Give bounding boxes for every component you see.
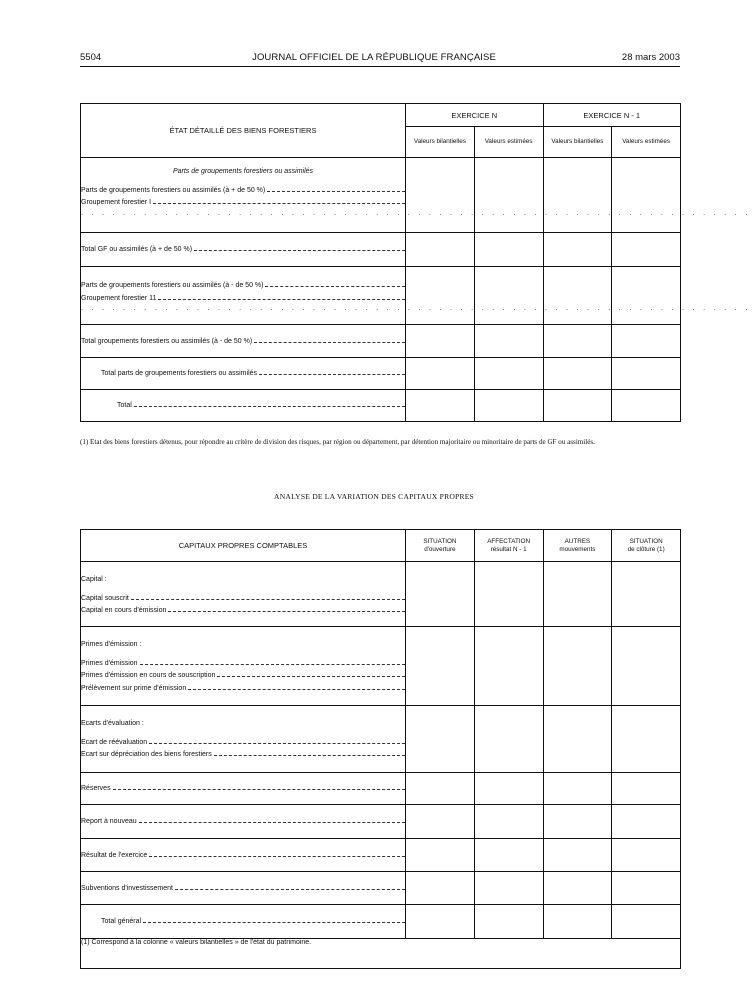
- table2-title: CAPITAUX PROPRES COMPTABLES: [81, 530, 406, 562]
- journal-title: JOURNAL OFFICIEL DE LA RÉPUBLIQUE FRANÇAISE: [252, 52, 496, 63]
- table-row: Réserves: [81, 773, 406, 805]
- sub-col-header: Valeurs estimées: [612, 127, 681, 158]
- row-heading: Ecarts d'évaluation :: [81, 720, 144, 727]
- col-header-other: AUTRES mouvements: [543, 530, 612, 562]
- table-row: Report à nouveau: [81, 805, 406, 839]
- table-row: Total GF ou assimilés (à + de 50 %): [81, 233, 406, 267]
- list-item: Groupement forestier 11: [81, 292, 405, 305]
- table-row: Résultat de l'exercice: [81, 839, 406, 872]
- sub-col-header: Valeurs estimées: [474, 127, 543, 158]
- list-item: Capital en cours d'émission: [81, 604, 405, 617]
- table-row: [81, 562, 406, 627]
- table1-title: ÉTAT DÉTAILLÉ DES BIENS FORESTIERS: [81, 104, 406, 158]
- list-item: Parts de groupements forestiers ou assimilés (à + de 50 %): [81, 184, 405, 197]
- table-row: [81, 158, 756, 233]
- exercice-n1-header: EXERCICE N - 1: [543, 104, 681, 127]
- dotted-leader: ................................................................: [81, 305, 756, 312]
- forest-assets-table: [80, 103, 756, 422]
- exercice-n-header: EXERCICE N: [406, 104, 544, 127]
- col-header-closing: SITUATION de clôture (1): [612, 530, 681, 562]
- table2-footnote: (1) Correspond à la colonne « valeurs bilantielles » de l'état du patrimoine.: [81, 939, 681, 969]
- list-item: Prélèvement sur prime d'émission: [81, 682, 405, 695]
- table-row: Total parts de groupements forestiers ou assimilés: [81, 358, 406, 390]
- header-rule: [80, 66, 680, 67]
- table-row: [81, 267, 756, 325]
- equity-variation-table: [80, 529, 681, 969]
- table-row: Total groupements forestiers ou assimilés (à - de 50 %): [81, 325, 406, 358]
- table1-footnote: (1) Etat des biens forestiers détenus, pour répondre au critère de division des risques, par région ou département, par détention majoritaire ou minoritaire de parts de GF ou assimilés.: [80, 438, 595, 446]
- table-row: [81, 706, 406, 773]
- col-header-allocation: AFFECTATION résultat N - 1: [474, 530, 543, 562]
- list-item: Primes d'émission: [81, 657, 405, 670]
- dotted-leader: ................................................................: [81, 209, 756, 217]
- col-header-opening: SITUATION d'ouverture: [406, 530, 475, 562]
- sub-col-header: Valeurs bilantielles: [406, 127, 475, 158]
- sub-col-header: Valeurs bilantielles: [543, 127, 612, 158]
- table-row: Total général: [81, 905, 406, 939]
- section-title: ANALYSE DE LA VARIATION DES CAPITAUX PROPRES: [274, 492, 474, 501]
- row-heading: Primes d'émission :: [81, 641, 142, 648]
- row-heading: Capital :: [81, 576, 107, 583]
- publication-date: 28 mars 2003: [621, 52, 680, 63]
- list-item: Capital souscrit: [81, 592, 405, 605]
- section-heading: Parts de groupements forestiers ou assimilés: [172, 168, 314, 175]
- list-item: Primes d'émission en cours de souscription: [81, 669, 405, 682]
- table-row: Total: [81, 390, 406, 422]
- page-number: 5504: [80, 52, 102, 63]
- table-row: Subventions d'investissement: [81, 872, 406, 905]
- list-item: Groupement forestier I: [81, 196, 405, 209]
- table-row: [81, 627, 406, 706]
- list-item: Ecart de réévaluation: [81, 736, 405, 749]
- list-item: Parts de groupements forestiers ou assimilés (à - de 50 %): [81, 279, 405, 292]
- list-item: Ecart sur dépréciation des biens forestiers: [81, 748, 405, 761]
